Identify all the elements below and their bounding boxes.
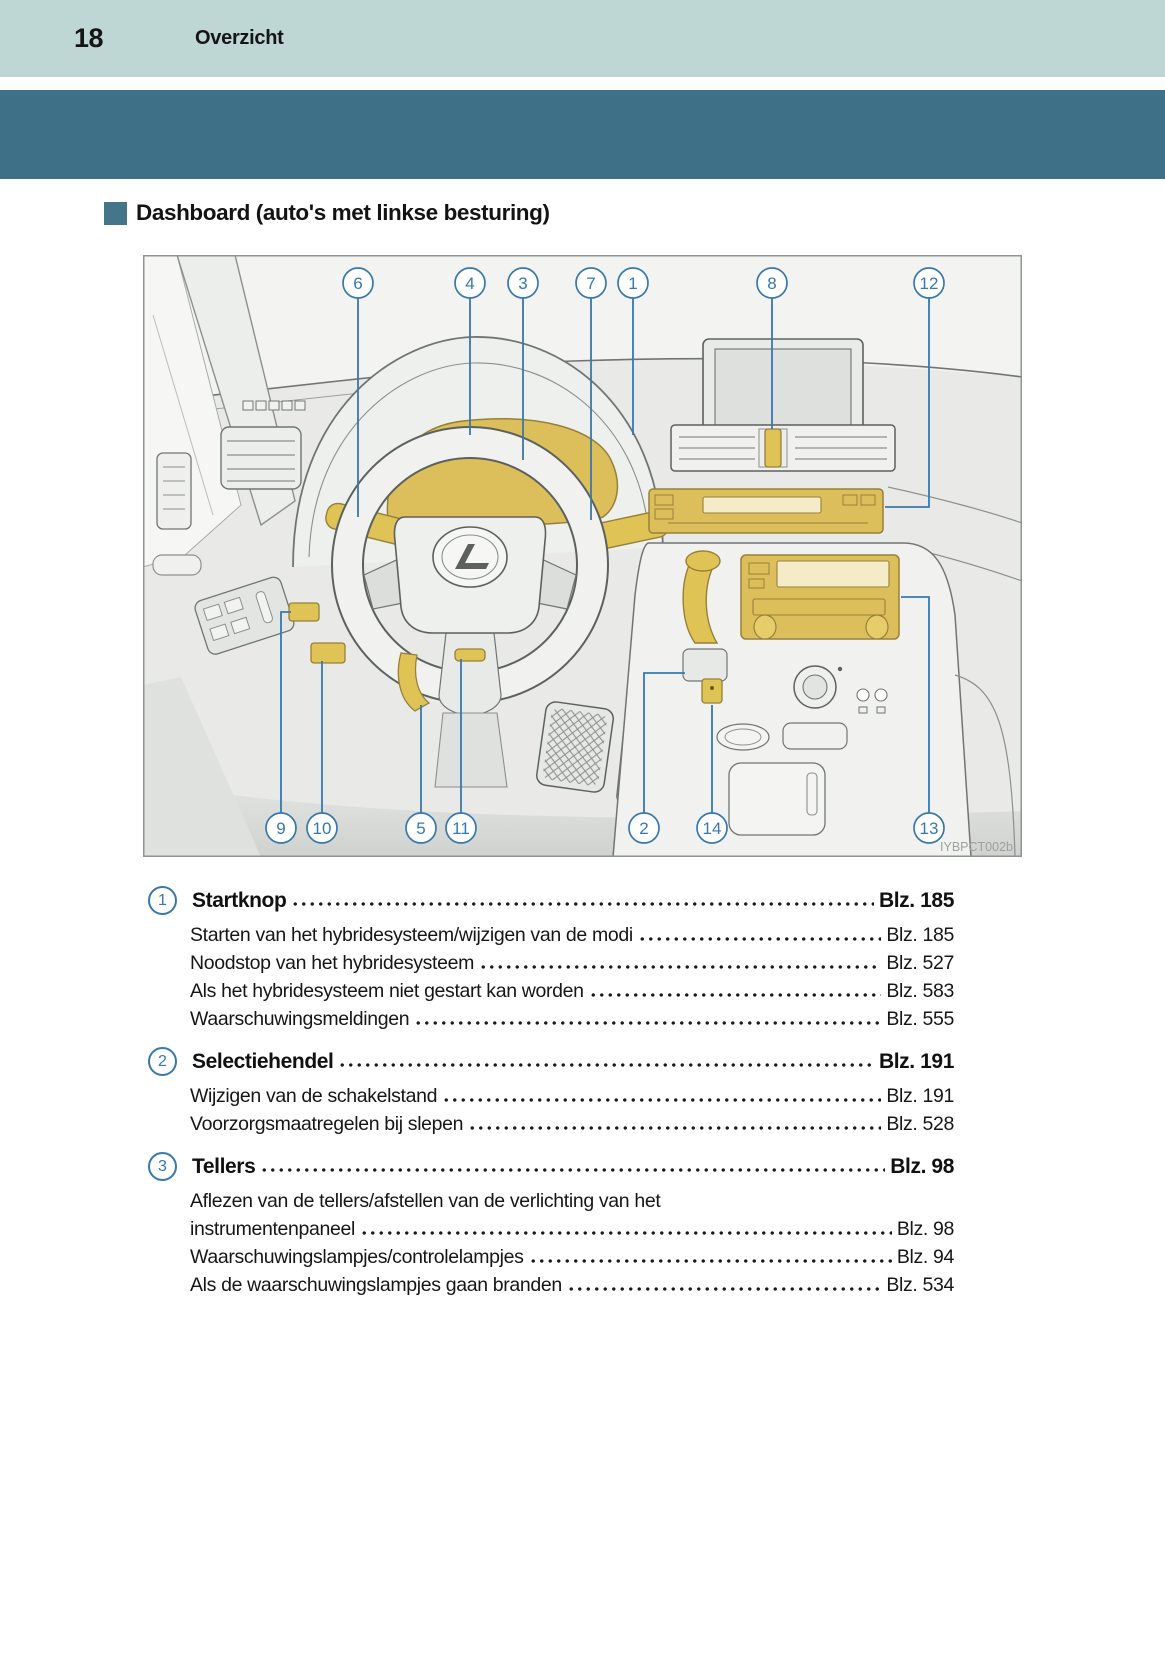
callout-2: [629, 813, 659, 843]
page-reference: Blz. 527: [886, 952, 954, 974]
defrost-grille: [243, 401, 305, 410]
index-subitem: [190, 1110, 954, 1138]
vent-knob-highlight: [765, 429, 781, 467]
page-reference: Blz. 191: [878, 1049, 954, 1073]
dot-leader: [442, 1082, 881, 1110]
callout-8: [757, 268, 787, 298]
dot-leader: [468, 1110, 881, 1138]
brake-pedal: [535, 701, 614, 794]
climate-panel-highlight: [741, 555, 899, 639]
svg-text:12: 12: [919, 274, 939, 293]
svg-text:7: 7: [586, 274, 596, 293]
left-side-vent: [221, 427, 301, 489]
callout-7: [576, 268, 606, 298]
dashboard-illustration: [143, 255, 1022, 857]
dot-leader: [414, 1005, 881, 1033]
index-subitem: [190, 1005, 954, 1033]
dot-leader: [479, 949, 881, 977]
dot-leader: [291, 886, 874, 915]
subitem-text: Waarschuwingsmeldingen: [190, 1008, 410, 1030]
switch-9-highlight: [289, 603, 319, 621]
page-reference: Blz. 191: [886, 1085, 954, 1107]
page-reference: Blz. 555: [886, 1008, 954, 1030]
subitem-text-line2-row: [190, 1215, 954, 1243]
index-item-title: Startknop: [192, 888, 287, 912]
page-reference: Blz. 185: [878, 888, 954, 912]
callout-12: [914, 268, 944, 298]
svg-text:2: 2: [639, 819, 649, 838]
dot-leader: [360, 1215, 892, 1243]
dashboard-figure: [143, 255, 1022, 857]
callout-11: [446, 813, 476, 843]
left-narrow-vent: [157, 453, 191, 529]
page-reference: Blz. 528: [886, 1113, 954, 1135]
page-header: [0, 0, 1165, 77]
page-number: 18: [74, 23, 104, 53]
callout-number-badge: 3: [148, 1152, 177, 1181]
index-subitems: [148, 921, 954, 1033]
heading-title: Dashboard (auto's met linkse besturing): [136, 200, 550, 225]
dashboard-heading: [104, 200, 550, 226]
index-item-heading: [148, 886, 954, 915]
index-item-startknop: [148, 886, 954, 1033]
console-box: [729, 763, 825, 835]
index-item-heading: [148, 1047, 954, 1076]
dot-leader: [589, 977, 882, 1005]
svg-text:11: 11: [452, 819, 470, 838]
index-subitem: [190, 977, 954, 1005]
index-subitem: [190, 1082, 954, 1110]
subitem-text: Als het hybridesysteem niet gestart kan worden: [190, 980, 584, 1002]
callout-3: [508, 268, 538, 298]
callout-5: [406, 813, 436, 843]
figure-code: IYBPCT002b: [940, 840, 1013, 854]
index-item-title: Selectiehendel: [192, 1049, 334, 1073]
page-reference: Blz. 98: [896, 1218, 954, 1240]
page-reference: Blz. 185: [886, 924, 954, 946]
dot-leader: [529, 1243, 892, 1271]
callout-4: [455, 268, 485, 298]
index-subitem: [190, 949, 954, 977]
svg-text:13: 13: [919, 819, 939, 838]
index-item-tellers: [148, 1152, 954, 1299]
subitem-text-line2: instrumentenpaneel: [190, 1218, 355, 1240]
section-title: Overzicht: [195, 27, 284, 49]
page-reference: Blz. 583: [886, 980, 954, 1002]
callout-14: [697, 813, 727, 843]
callout-number-badge: 2: [148, 1047, 177, 1076]
index-subitem: [190, 1243, 954, 1271]
button-14-highlight: [702, 679, 722, 703]
door-handle: [153, 555, 201, 575]
svg-text:5: 5: [416, 819, 426, 838]
dot-leader: [260, 1152, 885, 1181]
subitem-text: Als de waarschuwingslampjes gaan branden: [190, 1274, 562, 1296]
lexus-logo: [433, 527, 507, 587]
svg-text:6: 6: [353, 274, 363, 293]
svg-text:1: 1: [628, 274, 638, 293]
page-reference: Blz. 534: [886, 1274, 954, 1296]
index-subitem-two-line: [190, 1187, 954, 1243]
svg-text:8: 8: [767, 274, 777, 293]
center-vents: [671, 425, 895, 471]
dot-leader: [338, 1047, 874, 1076]
callout-10: [307, 813, 337, 843]
svg-text:10: 10: [312, 819, 332, 838]
callout-6: [343, 268, 373, 298]
dot-leader: [638, 921, 882, 949]
index-subitems: [148, 1187, 954, 1299]
audio-panel-highlight: [649, 489, 883, 533]
callout-9: [266, 813, 296, 843]
steering-lock-highlight: [455, 649, 485, 661]
svg-text:9: 9: [276, 819, 286, 838]
steering-column: [435, 713, 507, 787]
index-item-title: Tellers: [192, 1154, 256, 1178]
subitem-text: Voorzorgsmaatregelen bij slepen: [190, 1113, 464, 1135]
svg-text:4: 4: [465, 274, 475, 293]
index-item-heading: [148, 1152, 954, 1181]
callout-13: [914, 813, 944, 843]
svg-text:3: 3: [518, 274, 528, 293]
index-item-selectiehendel: [148, 1047, 954, 1138]
page-reference: Blz. 98: [890, 1154, 954, 1178]
svg-text:14: 14: [702, 819, 722, 838]
switch-10-highlight: [311, 643, 345, 663]
page-reference: Blz. 94: [896, 1246, 954, 1268]
index-subitems: [148, 1082, 954, 1138]
subitem-text: Wijzigen van de schakelstand: [190, 1085, 438, 1107]
callout-number-badge: 1: [148, 886, 177, 915]
index-subitem: [190, 921, 954, 949]
callout-1: [618, 268, 648, 298]
dot-leader: [567, 1271, 881, 1299]
index-subitem: [190, 1271, 954, 1299]
heading-bullet-square: [104, 202, 127, 225]
subitem-text-line1: Aflezen van de tellers/afstellen van de verlichting van het: [190, 1190, 661, 1212]
subitem-text: Noodstop van het hybridesysteem: [190, 952, 474, 974]
subitem-text: Waarschuwingslampjes/controlelampjes: [190, 1246, 524, 1268]
index-list: [148, 872, 954, 1311]
chapter-band: [0, 90, 1165, 179]
subitem-text: Starten van het hybridesysteem/wijzigen van de modi: [190, 924, 633, 946]
